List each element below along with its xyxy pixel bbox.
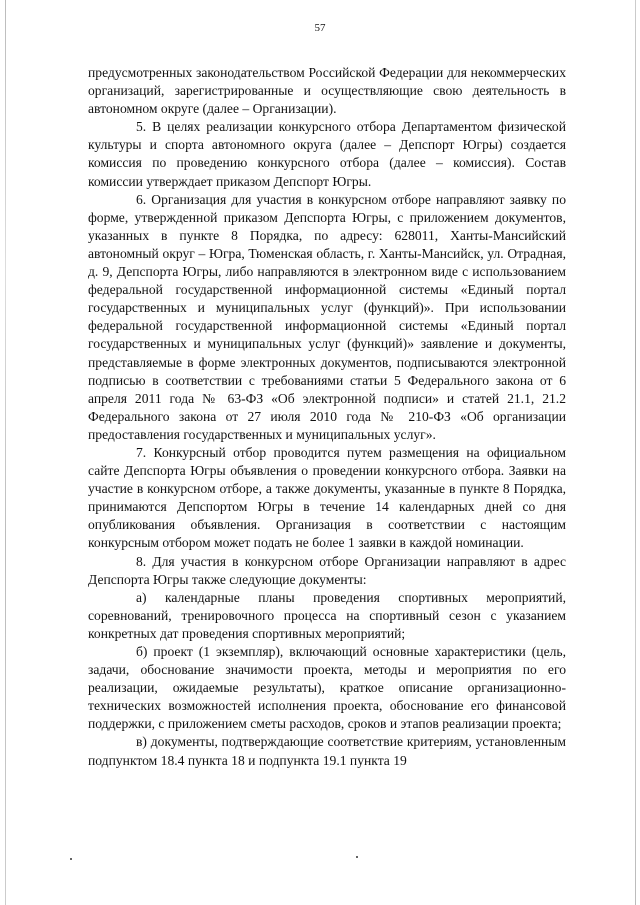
paragraph-7: 7. Конкурсный отбор проводится путем размещения на официальном сайте Депспорта Югры объявления о проведении конкурсного отбора. Заявки на участие в конкурсном отборе, а также документы, указанные в пункте 8 Порядка, принимаются Депспортом Югры в течение 14 календарных дней со дня опубликования объявления. Организация в соответствии с настоящим конкурсным отбором может подать не более 1 заявки в каждой номинации. — [88, 444, 566, 551]
document-body — [88, 64, 566, 770]
paragraph-8b: б) проект (1 экземпляр), включающий основные характеристики (цель, задачи, обоснование значимости проекта, методы и мероприятия по его реализации, ожидаемые результаты), краткое описание организационно-технических возможностей исполнения проекта, обоснование его финансовой поддержки, с приложением сметы расходов, сроков и этапов реализации проекта; — [88, 644, 566, 732]
paragraph-6: 6. Организация для участия в конкурсном отборе направляют заявку по форме, утвержденной приказом Депспорта Югры, с приложением документов, указанных в пункте 8 Порядка, по адресу: 628011, Ханты-Мансийский автономный округ – Югра, Тюменская область, г. Ханты-Мансийск, ул. Отрадная, д. 9, Депспорта Югры, либо направляются в электронном виде с использованием федеральной государственной информационной системы «Единый портал государственных и муниципальных услуг (функций)». При использовании федеральной государственной информационной системы «Единый портал государственных и муниципальных услуг (функций)» заявление и документы, представляемые в форме электронных документов, подписываются электронной подписью в соответствии с требованиями статьи 5 Федерального закона от 6 апреля 2011 года № 63-ФЗ «Об электронной подписи» и статей 21.1, 21.2 Федерального закона от 27 июля 2010 года № 210-ФЗ «Об организации предоставления государственных и муниципальных услуг». — [88, 191, 566, 442]
paragraph-5: 5. В целях реализации конкурсного отбора Департаментом физической культуры и спорта автономного округа (далее – Депспорт Югры) создается комиссия по проведению конкурсного отбора (далее – комиссия). Состав комиссии утверждает приказом Депспорт Югры. — [88, 119, 566, 189]
scan-edge-right — [635, 0, 636, 905]
paragraph-8v: в) документы, подтверждающие соответствие критериям, установленным подпунктом 18.4 пункта 18 и подпункта 19.1 пункта 19 — [88, 734, 566, 768]
scan-speck — [70, 858, 72, 860]
page-number: 57 — [314, 22, 326, 34]
paragraph-8: 8. Для участия в конкурсном отборе Организации направляют в адрес Депспорта Югры также следующие документы: — [88, 553, 566, 587]
paragraph-continuation: предусмотренных законодательством Российской Федерации для некоммерческих организаций, зарегистрированные и осуществляющие свою деятельность в автономном округе (далее – Организации). — [88, 65, 566, 117]
scan-edge-left — [5, 0, 6, 905]
scan-speck — [356, 856, 358, 858]
paragraph-8a: а) календарные планы проведения спортивных мероприятий, соревнований, тренировочного процесса на спортивный сезон с указанием конкретных дат проведения спортивных мероприятий; — [88, 589, 566, 641]
